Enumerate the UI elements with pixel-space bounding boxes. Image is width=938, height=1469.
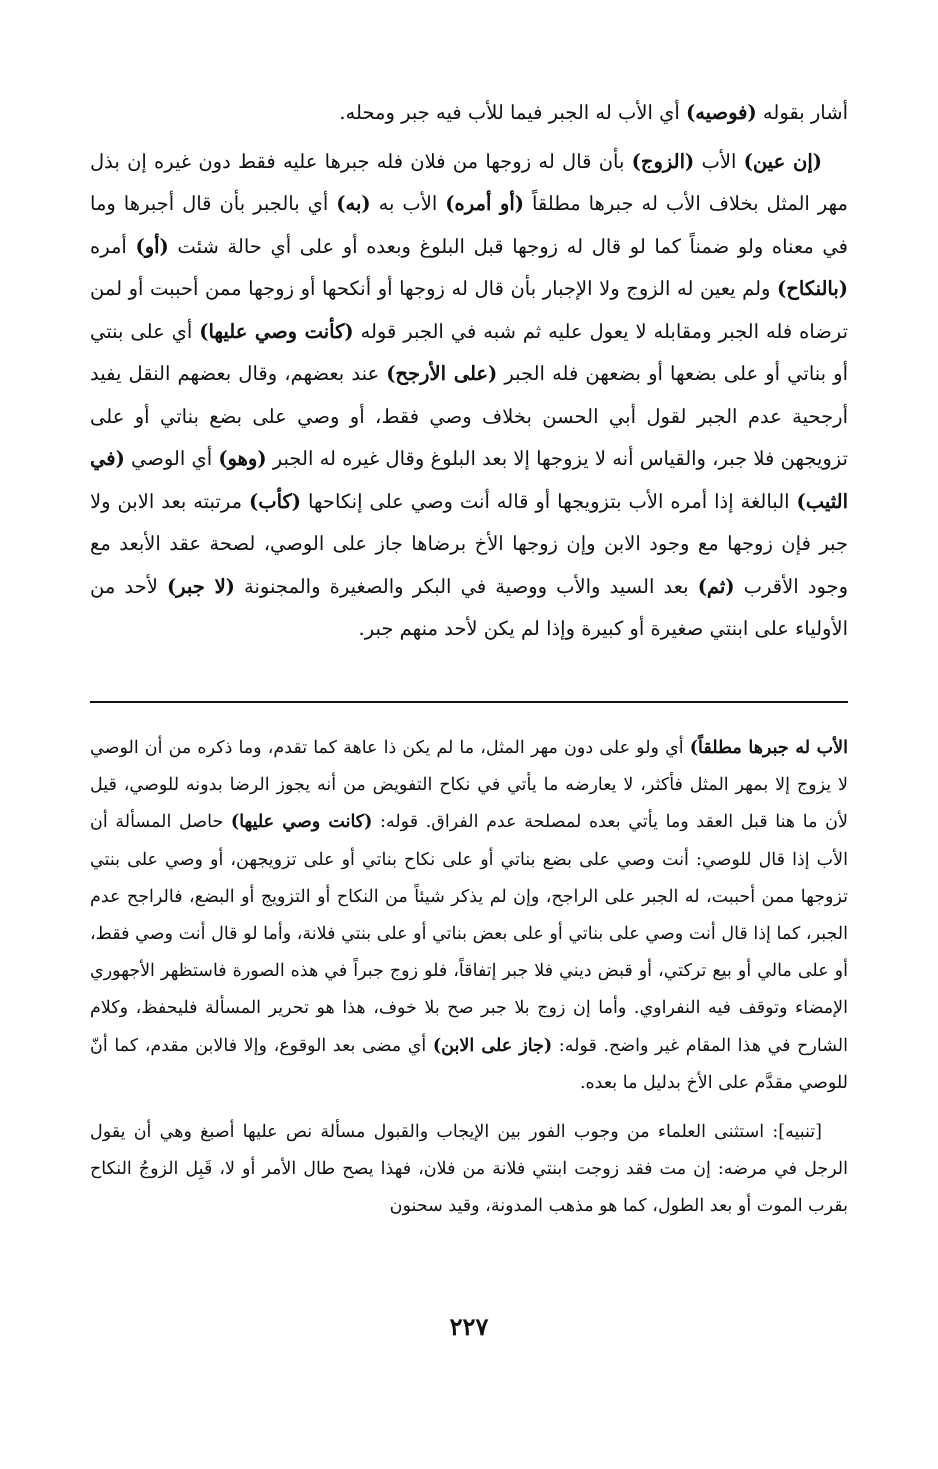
text-run: مرتبته بعد الابن ولا جبر فإن زوجها مع وجود الابن وإن زوجها الأخ برضاها جاز على الوصي، لصحة عقد الأبعد مع وجود الأقرب: [90, 489, 848, 598]
text-run: الأب: [694, 149, 744, 173]
bold-term: (إن عين): [743, 149, 822, 173]
text-run: البالغة إذا أمره الأب بتزويجها أو قاله أنت وصي على إنكاحها: [301, 489, 797, 513]
text-run: عند بعضهم، وقال بعضهم النقل يفيد أرجحية عدم الجبر لقول أبي الحسن بخلاف وصي فقط، أو وصي على بضع بناتي أو على تزويجهن فلا جبر، والقياس أنه لا يزوجها إلا بعد البلوغ وقال غيره له الجبر: [90, 362, 848, 470]
text-run: أي بالجبر بأن قال أجبرها وما في معناه ولو ضمناً كما لو قال له زوجها قبل البلوغ وبعده أو على أي حالة شئت: [90, 192, 849, 258]
bold-term: (به): [336, 192, 371, 215]
bold-term: (وهو): [218, 447, 267, 470]
note-paragraph: [تنبيه]: استثنى العلماء من وجوب الفور بين الإيجاب والقبول مسألة نص عليها أصبغ وهي أن يقول الرجل في مرضه: إن مت فقد زوجت ابنتي فلانة من فلان، فهذا يصح طال الأمر أو لا، قَبِل الزوجُ النكاح بقرب الموت أو بعد الطول، كما هو مذهب المدونة، وقيد سحنون: [90, 1122, 848, 1217]
bold-term: (بالنكاح): [777, 277, 848, 300]
main-paragraph: [90, 141, 848, 651]
intro-line: [90, 92, 848, 135]
footnote-divider: [90, 701, 848, 703]
bold-term: (في الثيب): [90, 447, 848, 513]
text-run: أي ولو على دون مهر المثل، ما لم يكن ذا عاهة كما تقدم، وما ذكره من أن الوصي لا يزوج إلا بمهر المثل فأكثر، لا يعارضه ما يأتي في نكاح التفويض من أنه يجوز الرضا بدونه للوصي، قيل لأن ما هنا قبل العقد وما يأتي بعده لمصلحة عدم الفراق. قوله:: [90, 738, 848, 833]
text-run: أي الوصي: [124, 447, 219, 470]
page-number: ٢٢٧: [449, 1312, 489, 1341]
bold-term: (لا جبر): [166, 574, 235, 598]
text-run: الأب به: [370, 192, 446, 215]
text-run: لأحد من الأولياء على ابنتي صغيرة أو كبيرة وإذا لم يكن لأحد منهم جبر.: [90, 574, 848, 640]
text-run: ولم يعين له الزوج ولا الإجبار بأن قال له زوجها أو أنكحها أو زوجها ممن أحببت أو لمن ترضاه فله الجبر ومقابله لا يعول عليه ثم شبه في الجبر قوله: [90, 277, 848, 343]
footnote-paragraph: [90, 730, 848, 1102]
bold-term: (كانت وصي عليها): [230, 812, 373, 833]
bold-term: (أو): [135, 234, 169, 258]
text-run: أشار بقوله: [756, 101, 848, 124]
main-text: [90, 92, 848, 651]
bold-term: (فوصيه): [685, 101, 757, 124]
text-run: أي الأب له الجبر فيما للأب فيه جبر ومحله.: [339, 101, 686, 124]
bold-term: (جاز على الابن): [432, 1035, 553, 1056]
bold-term: (كأنت وصي عليها): [199, 319, 354, 343]
text-run: حاصل المسألة أن الأب إذا قال للوصي: أنت وصي على بضع بناتي أو على نكاح بناتي أو على تزويجهن، أو وصي على بنتي تزوجها ممن أحببت، له الجبر على الراجح، وإن لم يذكر شيئاً من النكاح أو التزويج أو البضع، فالراجح عدم الجبر، كما إذا قال أنت وصي على بناتي أو على بعض بناتي أو على بنتي فلانة، وأما لو قال أنت وصي فقط، أو على مالي أو بيع تركتي، أو قبض ديني فلا جبر إتفاقاً، فلو زوج جبراً في هذه الصورة فاستظهر الأجهوري الإمضاء وتوقف فيه النفراوي. وأما إن زوج بلا جبر صح بلا خوف، هذا هو تحرير المسألة فليحفظ، وكلام الشارح في هذا المقام غير واضح. قوله:: [90, 812, 849, 1056]
bold-term: الأب له جبرها مطلقاً): [689, 738, 848, 758]
text-run: أي على بنتي أو بناتي أو على بضعها أو بضعهن فله الجبر: [90, 319, 849, 385]
text-run: أي مضى بعد الوقوع، وإلا فالابن مقدم، كما أنّ للوصي مقدَّم على الأخ بدليل ما بعده.: [90, 1035, 848, 1093]
bold-term: (كأب): [249, 489, 302, 513]
text-run: بأن قال له زوجها من فلان فله جبرها عليه فقط دون غيره إن بذل مهر المثل بخلاف الأب له جبرها مطلقاً: [90, 149, 848, 215]
bold-term: (ثم): [697, 574, 735, 598]
footnotes: [90, 730, 848, 1226]
text-run: أمره: [90, 234, 136, 258]
bold-term: (على الأرجح): [386, 362, 498, 385]
text-run: بعد السيد والأب ووصية في البكر والصغيرة والمجنونة: [234, 574, 698, 598]
bold-term: (أو أمره): [445, 192, 524, 215]
bold-term: (الزوج): [631, 149, 695, 173]
